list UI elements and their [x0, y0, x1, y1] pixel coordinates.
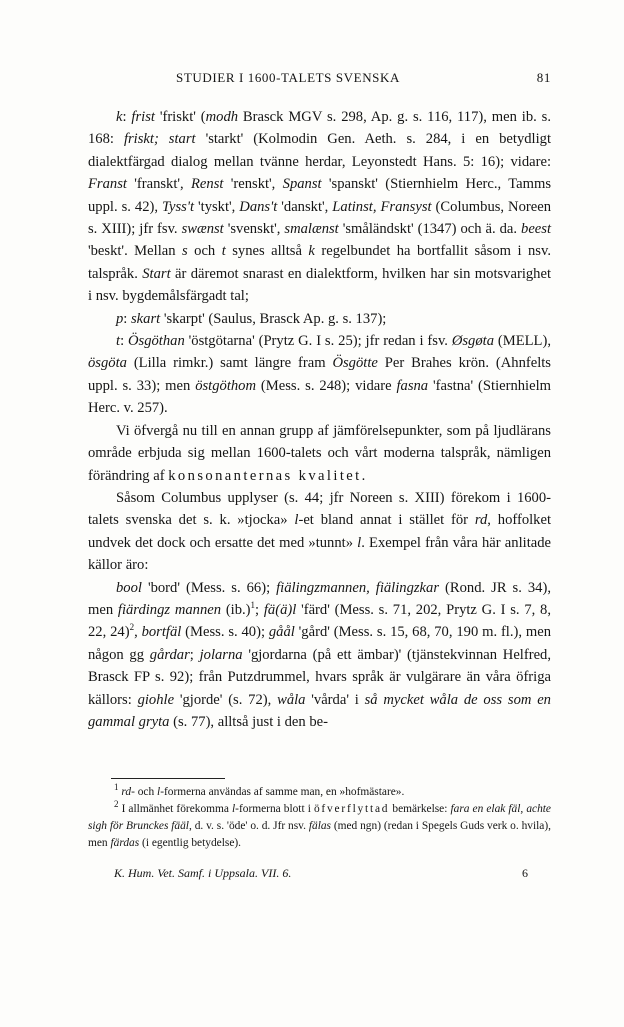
text-run: 'vårda' i: [305, 691, 365, 708]
text-run: Per Brahes krön. (Ahnfelts uppl. s. 33); men: [88, 355, 551, 394]
text-run: och: [187, 243, 222, 260]
text-run: synes alltså: [225, 243, 309, 260]
italic-text: gåål: [268, 624, 295, 641]
footnote-marker: 2: [114, 799, 119, 810]
italic-text: swænst: [181, 221, 224, 238]
italic-text: Start: [142, 265, 171, 282]
paragraph: [88, 420, 551, 487]
text-run: ;: [189, 646, 200, 663]
text-run: .: [361, 467, 366, 484]
italic-text: s: [182, 243, 188, 260]
text-run: 'friskt' (: [154, 109, 206, 125]
text-run: (Lilla rimkr.) samt längre fram: [126, 355, 333, 372]
italic-text: Renst: [191, 176, 224, 193]
italic-text: gårdar: [149, 646, 190, 663]
italic-text: frist: [131, 109, 155, 125]
italic-text: fiälingzmannen, fiälingzkar: [276, 579, 440, 596]
text-run: (ib.): [221, 601, 251, 618]
italic-text: k: [116, 109, 123, 125]
text-run: (Columbus, Noreen s. XIII); jfr fsv.: [88, 198, 551, 238]
page-number: 81: [536, 70, 551, 85]
text-run: -formerna användas af samme man, en »hofmästare».: [160, 786, 405, 798]
italic-text: l: [231, 803, 236, 815]
paragraph: [88, 577, 551, 734]
italic-text: giohle: [137, 691, 175, 708]
text-run: (Mess. s. 248); vidare: [256, 377, 397, 394]
italic-text: Ösgötte: [332, 355, 378, 372]
text-run: 'svenskt',: [223, 221, 285, 238]
text-run: 'gjordarna (på ett ämbar)' (tjänstekvinnan Helfred, Brasck FP s. 92); från Putzdrummel, hvars språk är vulgärare än våra öfriga källors:: [88, 646, 551, 708]
running-title: STUDIER I 1600-TALETS SVENSKA: [176, 70, 400, 85]
italic-text: fara en elak fäl, achte sigh för Brunckes fääl: [88, 803, 551, 832]
italic-text: l: [157, 786, 161, 798]
footnote-marker: 1: [114, 782, 119, 793]
footnote-rule: [111, 778, 225, 779]
text-run: 'färd' (Mess. s. 71, 202, Prytz G. I s. 7, 8, 22, 24): [88, 601, 552, 641]
spaced-text: öfverflyttad: [313, 803, 390, 815]
paragraph: [88, 106, 551, 308]
text-run: 'starkt' (Kolmodin Gen. Aeth. s. 284, i en betydligt dialektfärgad dialog mellan tvänne herdar, Leyonstedt Hans. 5: 16); vidare:: [88, 131, 552, 170]
italic-text: Latinst, Fransyst: [332, 198, 432, 215]
italic-text: Tyss't: [161, 198, 195, 215]
text-run: 'renskt',: [223, 176, 283, 193]
text-run: I allmänhet förekomma: [121, 803, 232, 815]
text-run: regelbundet ha bortfallit såsom i nsv. talspråk.: [88, 243, 551, 282]
italic-text: p: [116, 310, 124, 327]
text-run: (Rond. JR s. 34), men: [88, 579, 551, 618]
italic-text: fälas: [308, 820, 331, 832]
text-run: :: [120, 333, 128, 350]
italic-text: Øsgøta: [451, 333, 495, 350]
italic-text: modh: [205, 109, 239, 125]
italic-text: rd: [121, 786, 132, 798]
italic-text: l: [294, 512, 299, 529]
text-run: Såsom Columbus upplyser (s. 44; jfr Noreen s. XIII) förekom i 1600-talets svenska det s. k. »tjocka»: [88, 489, 551, 529]
text-run: 'småländskt' (1347) och ä. da.: [338, 221, 522, 238]
text-run: . Exempel från våra här anlitade källor äro:: [88, 534, 551, 574]
footnote: [88, 784, 551, 801]
text-run: 'gård' (Mess. s. 15, 68, 70, 190 m. fl.), men någon gg: [88, 624, 551, 663]
italic-text: Dans't: [239, 198, 278, 215]
text-run: 'fastna' (Stiernhielm Herc. v. 257).: [88, 377, 551, 417]
footnote-ref: 1: [250, 600, 256, 611]
text-run: (MELL),: [494, 333, 551, 350]
italic-text: fiärdingz mannen: [117, 601, 222, 618]
italic-text: Franst: [88, 176, 127, 193]
text-run: - och: [131, 786, 158, 798]
italic-text: jolarna: [199, 646, 243, 663]
text-run: -et bland annat i stället för: [298, 512, 475, 529]
italic-text: skart: [131, 310, 161, 327]
text-run: 'danskt',: [277, 198, 333, 215]
signature-number: 6: [522, 866, 528, 880]
text-run: ,: [134, 624, 142, 641]
text-run: 'franskt',: [126, 176, 191, 193]
body-text: [88, 106, 551, 733]
italic-text: så mycket wåla de oss som en gammal gryta: [88, 691, 551, 730]
italic-text: friskt; start: [123, 131, 196, 148]
italic-text: l: [357, 534, 362, 551]
paragraph: [88, 308, 551, 330]
italic-text: ösgöta: [88, 355, 127, 372]
text-run: , d. v. s. 'öde' o. d. Jfr nsv.: [188, 820, 309, 832]
text-run: (Mess. s. 40);: [181, 624, 269, 641]
text-run: :: [123, 310, 131, 327]
text-run: 'östgötarna' (Prytz G. I s. 25); jfr redan i fsv.: [184, 333, 452, 350]
text-run: (med ngn) (redan i Spegels Guds verk o. hvila), men: [88, 820, 551, 849]
paragraph: [88, 487, 551, 577]
italic-text: t: [116, 333, 121, 350]
italic-text: t: [221, 243, 226, 260]
italic-text: wåla: [277, 691, 306, 708]
text-run: (s. 77), alltså just i den be-: [169, 713, 328, 730]
italic-text: färdas: [110, 837, 140, 849]
italic-text: rd: [474, 512, 488, 529]
text-run: 'tyskt',: [194, 198, 240, 215]
text-run: Brasck MGV s. 298, Ap. g. s. 116, 117), men ib. s. 168:: [88, 109, 551, 148]
text-run: (i egentlig betydelse).: [139, 837, 242, 849]
text-run: 'beskt'. Mellan: [88, 243, 182, 260]
text-run: ;: [255, 601, 264, 618]
signature-text: K. Hum. Vet. Samf. i Uppsala. VII. 6.: [114, 866, 292, 880]
text-run: bemärkelse:: [389, 803, 451, 815]
italic-text: smalænst: [284, 221, 339, 238]
italic-text: bortfäl: [141, 624, 182, 641]
italic-text: k: [308, 243, 315, 260]
italic-text: beest: [521, 221, 552, 238]
text-run: 'spanskt' (Stiernhielm Herc., Tamms uppl. s. 42),: [88, 176, 551, 215]
footnote: [88, 801, 551, 852]
footnote-ref: 2: [129, 622, 135, 633]
italic-text: Ösgöthan: [128, 333, 185, 350]
italic-text: fasna: [396, 377, 429, 394]
italic-text: östgöthom: [195, 377, 257, 394]
text-run: -formerna blott i: [235, 803, 314, 815]
italic-text: fä(ä)l: [263, 601, 297, 618]
paragraph: [88, 330, 551, 420]
italic-text: bool: [116, 579, 142, 596]
text-run: , hoffolket undvek det dock och ersatte det med »tunnt»: [88, 512, 552, 551]
italic-text: Spanst: [282, 176, 322, 193]
text-run: Vi öfvergå nu till en annan grupp af jämförelsepunkter, som på ljudlärans område erbjuda sig mellan 1600-talets och vårt moderna talspråk, nämligen förändring af: [88, 422, 551, 484]
text-run: 'skarpt' (Saulus, Brasck Ap. g. s. 137);: [160, 310, 387, 327]
text-run: 'gjorde' (s. 72),: [174, 691, 278, 708]
text-run: :: [122, 109, 132, 125]
text-run: 'bord' (Mess. s. 66);: [141, 579, 277, 596]
text-run: är däremot snarast en dialektform, hvilken har sin motsvarighet i nsv. bygdemålsfärgadt tal;: [88, 265, 551, 305]
footnotes: [88, 784, 551, 852]
spaced-text: konsonanternas kvalitet: [168, 467, 362, 484]
